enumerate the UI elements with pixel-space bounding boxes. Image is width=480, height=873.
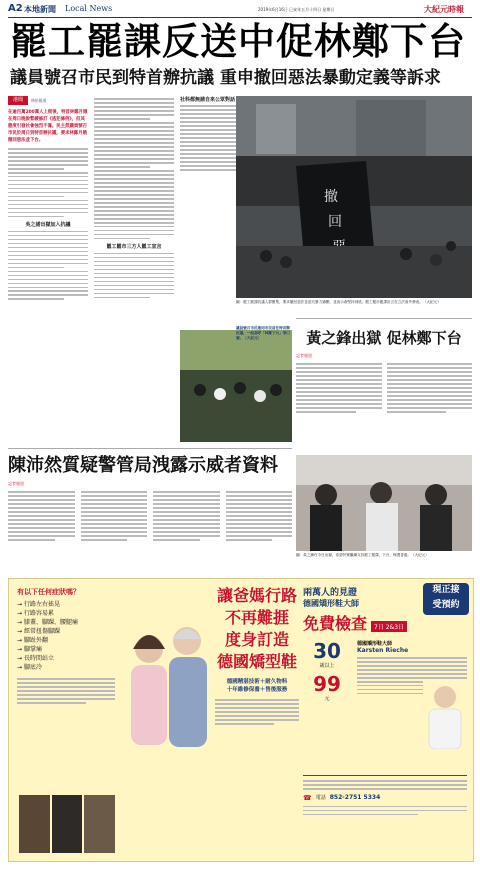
story3 bbox=[8, 448, 292, 569]
ad-slogan-line: 不再難捱 bbox=[224, 608, 289, 627]
ad-symptom-item: → 膝蓋、腳踝、腰腿痛 bbox=[17, 619, 78, 626]
story2-body bbox=[296, 361, 472, 415]
ad-phone[interactable]: 852-2751 5334 bbox=[329, 794, 381, 802]
ad-slogan-line: 德國矯型鞋 bbox=[216, 652, 297, 671]
crowd-photo bbox=[180, 330, 292, 442]
svg-text:回: 回 bbox=[328, 214, 342, 230]
story3-body bbox=[8, 489, 292, 543]
main-photo bbox=[236, 96, 472, 298]
ad-badge-line: 現正接 bbox=[432, 585, 460, 595]
ad-doctor-image bbox=[423, 679, 467, 749]
ad-couple-image bbox=[119, 609, 214, 769]
ad-phone-label: 電話 bbox=[315, 795, 326, 802]
ad-slogan-sub: 德國精湛技術＋耐久物料 bbox=[226, 679, 288, 685]
lead-story-col2 bbox=[94, 96, 174, 440]
shoe-image bbox=[52, 795, 83, 853]
story3-headline: 陳沛然質疑警管局洩露示威者資料 bbox=[8, 455, 278, 476]
ad-symptom-item: → 行路容易累 bbox=[17, 610, 54, 617]
ad-symptom-list bbox=[17, 600, 115, 672]
ad-symptom-item: → 長時間站立 bbox=[17, 655, 54, 662]
col2-subhead: 罷工罷市三方人罷工宣言 bbox=[106, 244, 162, 251]
joshua-wong-photo bbox=[296, 455, 472, 551]
ad-slogan-line: 讓爸媽行路 bbox=[216, 586, 297, 605]
lead-story bbox=[8, 96, 88, 440]
ad-booking-badge bbox=[423, 583, 469, 615]
issue-date: 2019年6月16日 已亥年五月十四日 星期日 bbox=[258, 7, 335, 12]
shoe-image bbox=[84, 795, 115, 853]
ad-symptom-item: → 行路左右搖晃 bbox=[17, 601, 60, 608]
ad-badge-line: 受預約 bbox=[432, 600, 460, 610]
section-code: A2 bbox=[8, 3, 23, 14]
joshua-wong-photo-image bbox=[296, 455, 472, 551]
ad-couple-photo bbox=[119, 609, 214, 769]
ad-promo-number: 99 bbox=[313, 672, 341, 696]
col2-body bbox=[94, 98, 174, 239]
lead-byline: 林怡報道 bbox=[31, 97, 47, 103]
sidebar-note-title: 社科都無請自來公眾對話 bbox=[180, 97, 236, 103]
ad-days: 7日 2&3日 bbox=[371, 621, 407, 632]
ad-symptom-title: 有以下任何症狀嗎？ bbox=[17, 588, 80, 596]
crowd-photo-image bbox=[180, 330, 292, 442]
main-photo-image bbox=[236, 96, 472, 298]
lead-tag: 港聞 bbox=[8, 96, 28, 105]
shoe-image bbox=[19, 795, 50, 853]
ad-symptom-item: → 腳掌痛 bbox=[17, 646, 42, 653]
lead-body-2 bbox=[8, 231, 88, 300]
ad-slogan bbox=[215, 585, 299, 727]
ad-symptom-item: → 腳趾外翻 bbox=[17, 637, 48, 644]
lead-intro: 在逾百萬200萬人上街後，特首林鄭月娥在周日晚說暫緩修訂《逃犯條例》，但其態度引發社會強烈不滿。民主派議員號召市民於周日到特首辦抗議，要求林鄭月娥撤回惡法並下台。 bbox=[8, 110, 88, 143]
ad-shoe-photos bbox=[19, 795, 115, 853]
ad-right-sub: 德國矯形鞋大師 bbox=[303, 599, 359, 608]
sub-headline: 議員號召市民到特首辦抗議 重申撤回惡法暴動定義等訴求 bbox=[10, 68, 441, 88]
svg-text:撤: 撤 bbox=[324, 189, 338, 205]
ad-slogan-sub: 十年維修保養＋售後服務 bbox=[226, 687, 288, 693]
ad-promo-unit: 元 bbox=[324, 696, 330, 702]
lead-body bbox=[8, 148, 88, 217]
main-photo-caption: 圖：罷工罷課抗議人群聚集，要求撤回惡法並追究暴力鎮壓，並表示會堅持到底。罷工罷市罷課宣言在立法會外發表。（大紀元） bbox=[236, 300, 441, 304]
crowd-photo-caption: 議員號召市民連同市民前往特首辦抗議，一起高呼「林鄭下台」等口號。（大紀元） bbox=[236, 326, 290, 340]
ad-promo-number: 30 bbox=[313, 639, 341, 663]
phone-icon: ☎ bbox=[303, 793, 312, 802]
paper-logo: 大紀元時報 bbox=[424, 4, 464, 14]
story2 bbox=[296, 318, 472, 449]
col2-body-2 bbox=[94, 253, 174, 298]
lead-subhead-1: 吳之諾出獄加入抗議 bbox=[25, 222, 71, 229]
ad-master-name: Karsten Rieche bbox=[357, 647, 409, 654]
joshua-wong-photo-caption: 圖：黃之鋒在今日出獄，希望民眾繼續支持罷工罷課，下台，保護香港。（大紀元） bbox=[296, 553, 429, 557]
ad-master-label: 德國矯形鞋大師 bbox=[357, 641, 393, 647]
ad-symptom-item: → 經常扭傷腳踝 bbox=[17, 628, 60, 635]
advertisement bbox=[8, 578, 474, 862]
ad-symptom-box bbox=[17, 587, 115, 706]
main-headline: 罷工罷課反送中促林鄭下台 bbox=[10, 20, 466, 63]
ad-slogan-line: 度身訂造 bbox=[224, 630, 289, 649]
story3-byline: 記者報道 bbox=[8, 481, 24, 486]
ad-right-title: 兩萬人的見證 bbox=[303, 588, 358, 598]
ad-symptom-item: → 腳底冷 bbox=[17, 664, 42, 671]
section-title-cn: 本地新聞 bbox=[24, 5, 56, 14]
section-header bbox=[8, 3, 472, 18]
ad-promo-unit: 歲以上 bbox=[319, 663, 335, 669]
story2-byline: 記者報道 bbox=[296, 353, 312, 358]
lead-kicker bbox=[8, 96, 88, 105]
ad-free-check: 免費檢查 bbox=[303, 614, 368, 633]
story2-headline: 黃之鋒出獄 促林鄭下台 bbox=[306, 329, 462, 347]
section-title-en: Local News bbox=[65, 4, 113, 13]
ad-doctor-photo bbox=[423, 679, 467, 749]
ad-shop-info bbox=[303, 775, 467, 856]
